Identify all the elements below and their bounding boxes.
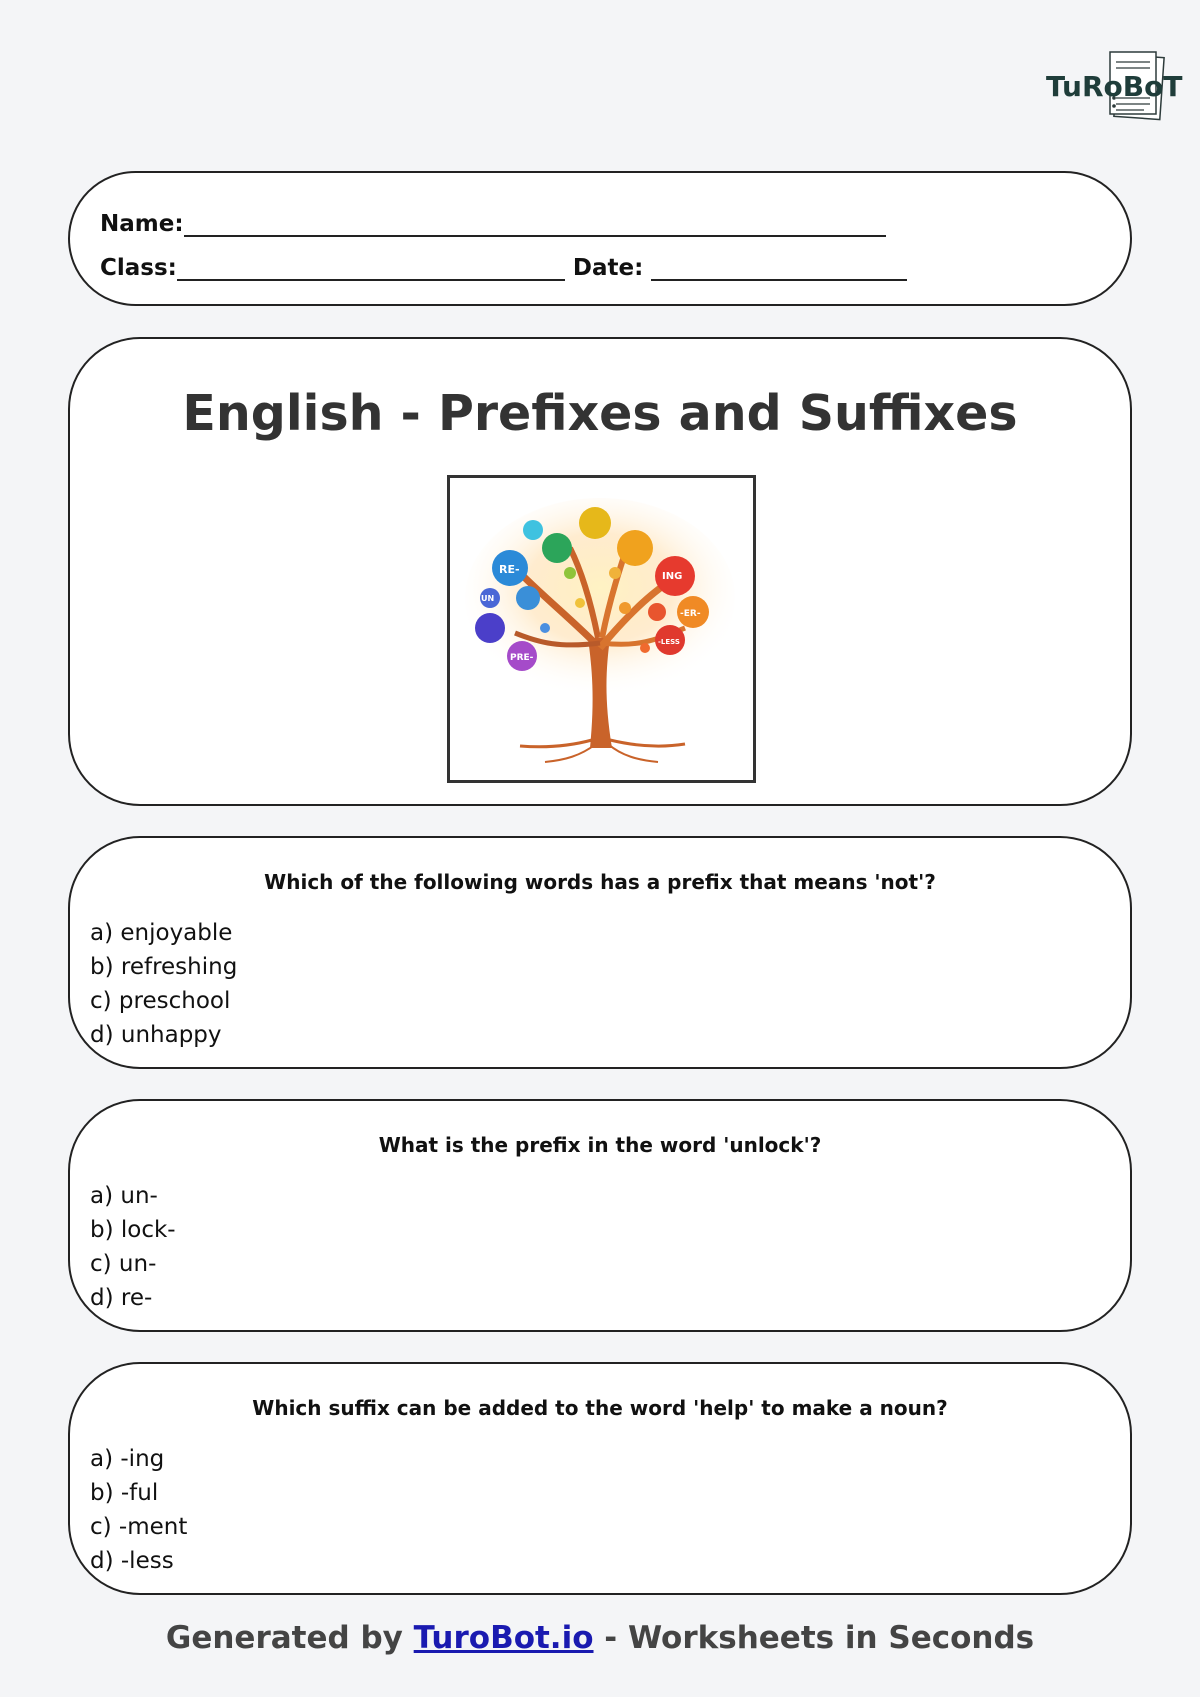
option-c[interactable]: c) -ment <box>90 1514 188 1540</box>
option-c[interactable]: c) preschool <box>90 988 231 1014</box>
footer-suffix: - Worksheets in Seconds <box>593 1620 1035 1656</box>
name-field[interactable] <box>184 215 886 237</box>
question-text: Which suffix can be added to the word 'help' to make a noun? <box>252 1396 948 1420</box>
date-field[interactable] <box>651 259 907 281</box>
date-label: Date: <box>572 255 644 281</box>
footer <box>0 1620 1200 1656</box>
logo-text: TuRoBoT <box>1046 70 1183 103</box>
question-text: Which of the following words has a prefix that means 'not'? <box>264 870 936 894</box>
option-b[interactable]: b) -ful <box>90 1480 159 1506</box>
class-label: Class: <box>100 255 177 281</box>
illustration-label-ing: ING <box>662 571 683 582</box>
illustration-label-less: -LESS <box>658 638 680 646</box>
worksheet-stack-icon <box>1044 50 1183 136</box>
question-card-1 <box>68 836 1132 1069</box>
illustration-label-un: UN <box>481 594 495 603</box>
footer-prefix: Generated by <box>165 1620 414 1656</box>
option-d[interactable]: d) re- <box>90 1285 153 1311</box>
name-label: Name: <box>100 211 184 237</box>
class-date-row <box>100 255 907 281</box>
turobot-logo <box>1044 50 1183 136</box>
answer-options <box>90 1442 187 1578</box>
question-text: What is the prefix in the word 'unlock'? <box>378 1133 822 1157</box>
answer-options <box>90 916 237 1052</box>
prefix-suffix-tree-illustration <box>447 475 756 783</box>
question-card-3 <box>68 1362 1132 1595</box>
illustration-label-pre: PRE- <box>510 653 534 663</box>
option-a[interactable]: a) enjoyable <box>90 920 233 946</box>
option-a[interactable]: a) un- <box>90 1183 158 1209</box>
title-card <box>68 337 1132 806</box>
illustration-label-re: RE- <box>499 563 520 576</box>
option-b[interactable]: b) lock- <box>90 1217 176 1243</box>
option-a[interactable]: a) -ing <box>90 1446 165 1472</box>
option-d[interactable]: d) unhappy <box>90 1022 222 1048</box>
student-info-card <box>68 171 1132 306</box>
question-card-2 <box>68 1099 1132 1332</box>
answer-options <box>90 1179 176 1315</box>
option-c[interactable]: c) un- <box>90 1251 157 1277</box>
option-d[interactable]: d) -less <box>90 1548 174 1574</box>
turobot-link[interactable]: TuroBot.io <box>413 1620 594 1656</box>
name-row <box>100 211 886 237</box>
illustration-label-er: -ER- <box>680 609 701 619</box>
option-b[interactable]: b) refreshing <box>90 954 238 980</box>
worksheet-title: English - Prefixes and Suffixes <box>182 385 1018 442</box>
class-field[interactable] <box>177 259 565 281</box>
